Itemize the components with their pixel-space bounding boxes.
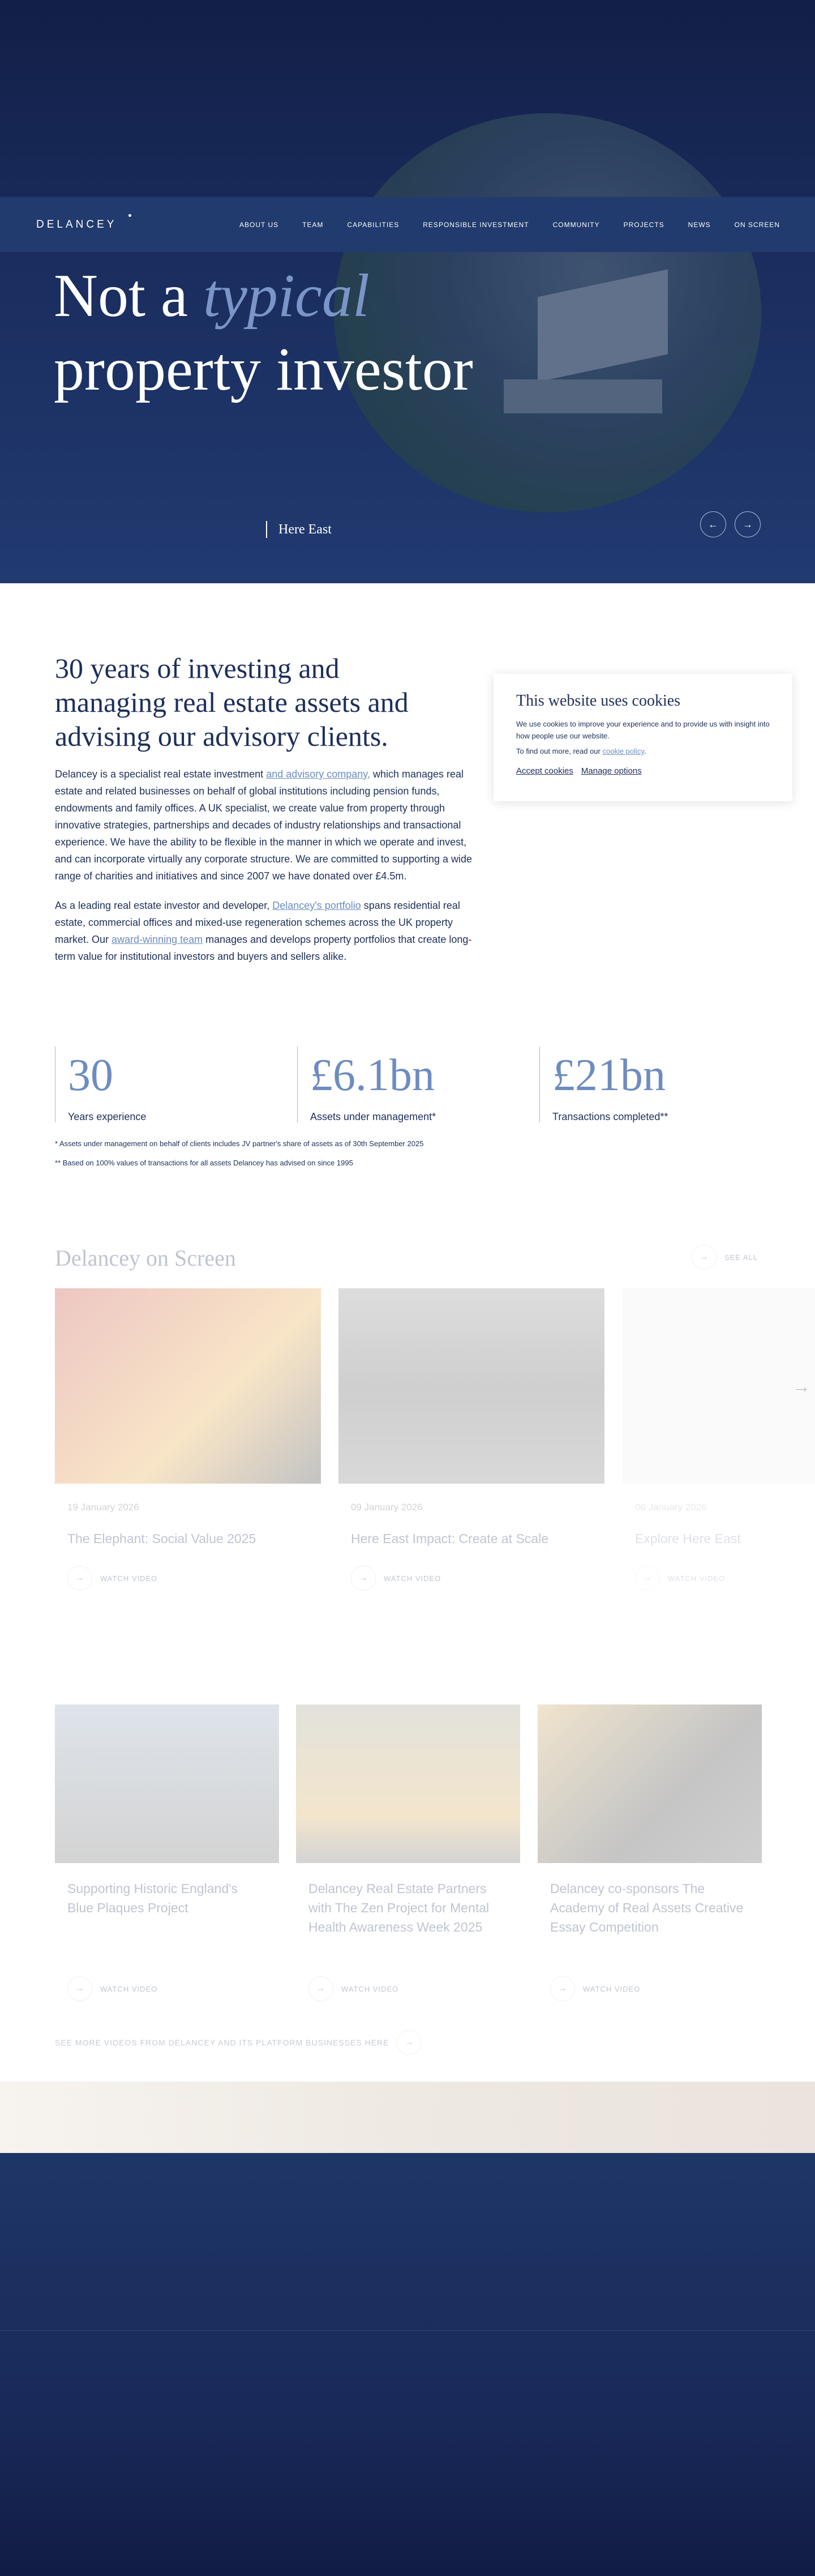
portfolio-link[interactable]: Delancey's portfolio xyxy=(272,900,361,911)
hero-heading-line2: property investor xyxy=(54,336,473,403)
video-title: Explore Here East xyxy=(635,1531,741,1546)
arrow-right-icon: → xyxy=(397,2030,422,2055)
cookie-policy-link[interactable]: cookie policy xyxy=(602,747,644,755)
stat-aum xyxy=(297,1046,539,1122)
accept-cookies-button[interactable]: Accept cookies xyxy=(516,766,573,776)
hero-heading-text: Not a xyxy=(54,262,203,330)
arrow-right-icon: → xyxy=(635,1566,660,1591)
watch-video-button[interactable] xyxy=(67,1566,157,1591)
nav-about-us[interactable]: ABOUT US xyxy=(239,221,279,229)
intro-heading xyxy=(55,651,474,753)
arrow-right-icon: → xyxy=(67,1566,92,1591)
video-thumbnail xyxy=(296,1704,520,1863)
heading-line: advising our advisory clients. xyxy=(55,720,388,752)
video-thumbnail xyxy=(623,1288,815,1484)
logo[interactable]: DELANCEY xyxy=(36,219,117,230)
watch-video-button[interactable] xyxy=(550,1976,640,2001)
heading-line: 30 years of investing and xyxy=(55,652,340,684)
main-nav xyxy=(0,197,815,252)
text: Delancey is a specialist real estate investment xyxy=(55,768,267,780)
nav-capabilities[interactable]: CAPABILITIES xyxy=(347,221,400,229)
stats xyxy=(55,1046,782,1122)
see-all-button[interactable] xyxy=(692,1245,758,1270)
video-title: Delancey Real Estate Partners with The Zen Project for Mental Health Awareness Week 2025 xyxy=(308,1881,490,1934)
video-card[interactable] xyxy=(55,1704,279,2010)
video-title: Supporting Historic England's Blue Plaques Project xyxy=(67,1881,238,1915)
arrow-right-icon: → xyxy=(692,1245,717,1270)
beige-band xyxy=(0,2082,815,2153)
manage-options-button[interactable]: Manage options xyxy=(581,766,642,776)
team-link[interactable]: award-winning team xyxy=(111,934,203,945)
logo-dot xyxy=(128,214,131,217)
stat-transactions xyxy=(539,1046,782,1122)
watch-video-button[interactable] xyxy=(67,1976,157,2001)
cookie-more xyxy=(516,745,770,757)
heading-line: managing real estate assets and xyxy=(55,686,409,718)
video-thumbnail xyxy=(55,1288,321,1484)
stat-value: £21bn xyxy=(552,1050,666,1100)
video-date: 06 January 2026 xyxy=(635,1502,707,1513)
watch-label: WATCH VIDEO xyxy=(100,1574,158,1583)
nav-on-screen[interactable]: ON SCREEN xyxy=(734,221,780,229)
watch-label: WATCH VIDEO xyxy=(100,1984,158,1993)
see-more-videos-link[interactable] xyxy=(55,2030,422,2055)
cookie-title: This website uses cookies xyxy=(516,692,681,710)
intro-section xyxy=(55,651,474,965)
watch-label: WATCH VIDEO xyxy=(668,1574,726,1583)
footnote-transactions: ** Based on 100% values of transactions for all assets Delancey has advised on since 1995 xyxy=(55,1159,353,1167)
video-thumbnail xyxy=(538,1704,762,1863)
text: To find out more, read our xyxy=(516,747,603,755)
video-thumbnail xyxy=(55,1704,279,1863)
stat-years xyxy=(55,1046,297,1122)
nav-responsible-investment[interactable]: RESPONSIBLE INVESTMENT xyxy=(423,221,529,229)
arrow-left-icon: ← xyxy=(708,518,718,530)
arrow-right-icon: → xyxy=(308,1976,333,2001)
footnote-aum: * Assets under management on behalf of clients includes JV partner's share of assets as of 30th September 2025 xyxy=(55,1139,424,1148)
watch-label: WATCH VIDEO xyxy=(341,1984,399,1993)
text: . xyxy=(644,747,646,755)
text: which manages real estate and related businesses on behalf of global institutions including pension funds, endowments and family offices. A UK specialist, we create value from property through innovative strategies, partnerships and decades of industry relationships and transactional experience. We have the ability to be flexible in the manner in which we operate and invest, and can incorporate virtually any corporate structure. We are committed to supporting a wide range of charities and initiatives and since 2007 we have donated over £4.5m. xyxy=(55,768,473,882)
video-card[interactable] xyxy=(338,1288,604,1605)
section-title: Delancey on Screen xyxy=(55,1245,236,1271)
stat-label: Transactions completed** xyxy=(552,1111,668,1122)
stat-label: Assets under management* xyxy=(310,1111,436,1122)
hero-heading-emphasis: typical xyxy=(203,262,370,330)
video-title: The Elephant: Social Value 2025 xyxy=(67,1531,256,1546)
video-date: 09 January 2026 xyxy=(351,1502,423,1513)
see-more-label: SEE MORE VIDEOS FROM DELANCEY AND ITS PLATFORM BUSINESSES HERE xyxy=(55,2038,389,2047)
footer xyxy=(0,2153,815,2576)
watch-label: WATCH VIDEO xyxy=(384,1574,441,1583)
video-card[interactable] xyxy=(623,1288,815,1605)
arrow-right-icon: → xyxy=(67,1976,92,2001)
nav-community[interactable]: COMMUNITY xyxy=(552,221,600,229)
on-screen-section xyxy=(0,1223,815,2016)
arrow-right-icon: → xyxy=(743,518,753,530)
nav-projects[interactable]: PROJECTS xyxy=(623,221,664,229)
next-slide-button[interactable] xyxy=(735,511,761,537)
see-all-label: SEE ALL xyxy=(724,1253,758,1262)
prev-slide-button[interactable] xyxy=(700,511,726,537)
stat-label: Years experience xyxy=(68,1111,147,1122)
watch-video-button[interactable] xyxy=(351,1566,441,1591)
cookie-banner xyxy=(494,674,792,801)
cookie-text: We use cookies to improve your experience and to provide us with insight into how people use our website. xyxy=(516,720,770,740)
carousel-next-arrow-icon[interactable]: → xyxy=(792,1376,810,1396)
watch-video-button[interactable] xyxy=(635,1566,725,1591)
video-card[interactable] xyxy=(296,1704,520,2010)
hero xyxy=(0,0,815,583)
slide-caption[interactable]: Here East xyxy=(266,521,332,538)
text: manages and develops property portfolios that create long-term value for institutional investors and buyers and sellers alike. xyxy=(55,934,472,962)
footer-divider xyxy=(0,2330,815,2331)
video-card[interactable] xyxy=(538,1704,762,2010)
nav-team[interactable]: TEAM xyxy=(302,221,324,229)
nav-news[interactable]: NEWS xyxy=(688,221,711,229)
video-date: 19 January 2026 xyxy=(67,1502,139,1513)
stat-value: £6.1bn xyxy=(310,1050,435,1100)
video-thumbnail xyxy=(338,1288,604,1484)
video-card[interactable] xyxy=(55,1288,321,1605)
arrow-right-icon: → xyxy=(351,1566,376,1591)
company-link[interactable]: and advisory company, xyxy=(266,768,370,780)
intro-paragraph-2 xyxy=(55,897,474,965)
hero-heading xyxy=(54,259,473,407)
watch-video-button[interactable] xyxy=(308,1976,398,2001)
watch-label: WATCH VIDEO xyxy=(583,1984,641,1993)
text: As a leading real estate investor and developer, xyxy=(55,900,273,911)
arrow-right-icon: → xyxy=(550,1976,575,2001)
intro-paragraph-1 xyxy=(55,766,474,885)
video-title: Delancey co-sponsors The Academy of Real Assets Creative Essay Competition xyxy=(550,1881,744,1934)
video-title: Here East Impact: Create at Scale xyxy=(351,1531,548,1546)
stat-value: 30 xyxy=(68,1050,113,1100)
text: spans residential real estate, commercial offices and mixed-use regeneration schemes across the UK property market. Our xyxy=(55,900,460,945)
